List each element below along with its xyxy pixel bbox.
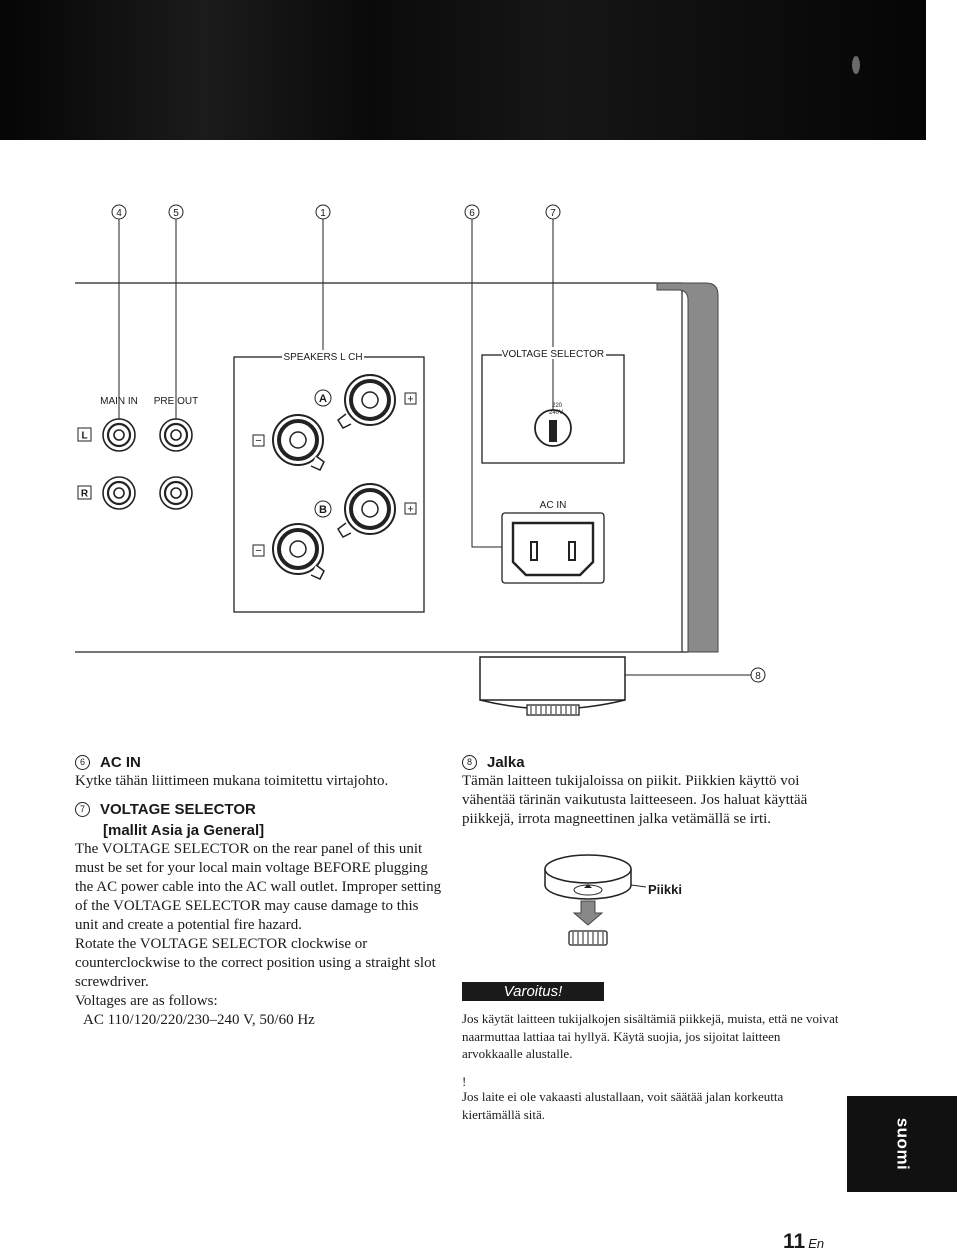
rca-jack-main-in-r [103,477,135,509]
svg-text:220: 220 [552,403,563,409]
svg-text:5: 5 [173,208,179,219]
rca-jack-pre-out-l [160,419,192,451]
language-tab [847,1096,957,1192]
terminal-a-label [315,390,331,406]
top-photo-banner [0,0,926,140]
svg-text:4: 4 [116,208,122,219]
section-7-heading [75,799,445,819]
section-6-number: 6 [75,755,90,770]
section-6-body: Kytke tähän liittimeen mukana toimitettu virtajohto. [75,773,389,789]
section-7-para1: The VOLTAGE SELECTOR on the rear panel of this unit must be set for your local main voltage BEFORE plugging the AC power cable into the AC wall outlet. Improper setting of the VOLTAGE SELECTOR may cause damage to this unit and create a potential fire hazard. [75,841,442,933]
section-7-para3: Voltages are as follows: [75,993,218,1009]
banner-highlight [852,56,860,74]
section-6-title: AC IN [100,753,141,771]
svg-text:MAIN IN: MAIN IN [100,396,138,407]
terminal-b-plus-label [405,503,416,516]
spike-figure [530,845,710,970]
section-8-body: Tämän laitteen tukijaloissa on piikit. Piikkien käyttö voi vähentää tärinän vaikutusta laitteeseen. Jos haluat käyttää piikkejä, irrota magneettinen jalka vetämällä se irti. [462,773,808,827]
note-mark: ! [462,1074,467,1089]
binding-post-a-minus [273,415,324,470]
page-language: En [808,1236,825,1251]
svg-text:7: 7 [550,208,556,219]
callout-6 [465,205,512,547]
section-6-heading [75,752,445,772]
chassis-outline [75,283,682,652]
left-column [75,752,445,1030]
section-8-number: 8 [462,755,477,770]
svg-text:8: 8 [755,671,761,682]
svg-text:−: − [255,545,262,557]
svg-text:VOLTAGE SELECTOR: VOLTAGE SELECTOR [501,349,605,360]
voltage-selector-knob [535,403,571,446]
rca-jack-pre-out-r [160,477,192,509]
terminal-b-minus-label [253,545,264,557]
channel-l-label [78,428,91,442]
callout-8 [625,668,765,682]
section-8-heading [462,752,842,772]
callout-4 [112,205,126,423]
section-7-title: VOLTAGE SELECTOR [100,800,256,818]
channel-r-label [78,486,91,500]
binding-post-a-plus [338,375,395,428]
ac-inlet [502,513,604,583]
terminal-a-plus-label [405,393,416,406]
section-8-title: Jalka [487,753,525,771]
rear-panel-diagram [0,140,960,730]
callout-5 [169,205,183,423]
right-column [462,752,842,829]
rca-jack-main-in-l [103,419,135,451]
section-7-para4: AC 110/120/220/230–240 V, 50/60 Hz [83,1012,315,1028]
page-number [783,1230,824,1254]
section-7-para2: Rotate the VOLTAGE SELECTOR clockwise or counterclockwise to the correct position using a straight slot screwdriver. [75,936,436,990]
binding-post-b-plus [338,484,395,537]
section-7-number: 7 [75,802,90,817]
svg-text:A: A [319,393,327,405]
chassis-side-panel [657,283,718,652]
svg-text:L: L [81,430,88,442]
svg-text:6: 6 [469,208,475,219]
binding-post-b-minus [273,524,324,579]
svg-text:AC IN: AC IN [539,500,567,511]
svg-text:+: + [407,393,414,406]
svg-text:SPEAKERS L CH: SPEAKERS L CH [283,352,363,363]
svg-text:PRE OUT: PRE OUT [153,396,199,407]
svg-text:−: − [255,435,262,447]
language-tab-label: suomi [893,1117,912,1171]
section-7-subtitle: [mallit Asia ja General] [103,822,265,839]
svg-text:R: R [80,488,89,500]
callout-7 [546,205,560,410]
warning-text: Jos käytät laitteen tukijalkojen sisältämiä piikkejä, muista, että ne voivat naarmuttaa lattiaa tai hyllyä. Käytä suojia, jos sijoitat laitteen arvokkaalle alustalle. [462,1011,839,1061]
spike-label: Piikki [648,882,682,897]
warning-label: Varoitus! [462,982,604,1001]
note-text: Jos laite ei ole vakaasti alustallaan, voit säätää jalan korkeutta kiertämällä sitä. [462,1089,784,1122]
terminal-a-minus-label [253,435,264,447]
svg-text:B: B [319,504,327,516]
callout-1 [316,205,330,356]
terminal-b-label [315,501,331,517]
foot-diagram [480,657,625,715]
svg-text:1: 1 [320,208,326,219]
svg-text:+: + [407,503,414,516]
svg-text:240V: 240V [549,410,564,416]
page-number-value: 11 [783,1230,806,1253]
